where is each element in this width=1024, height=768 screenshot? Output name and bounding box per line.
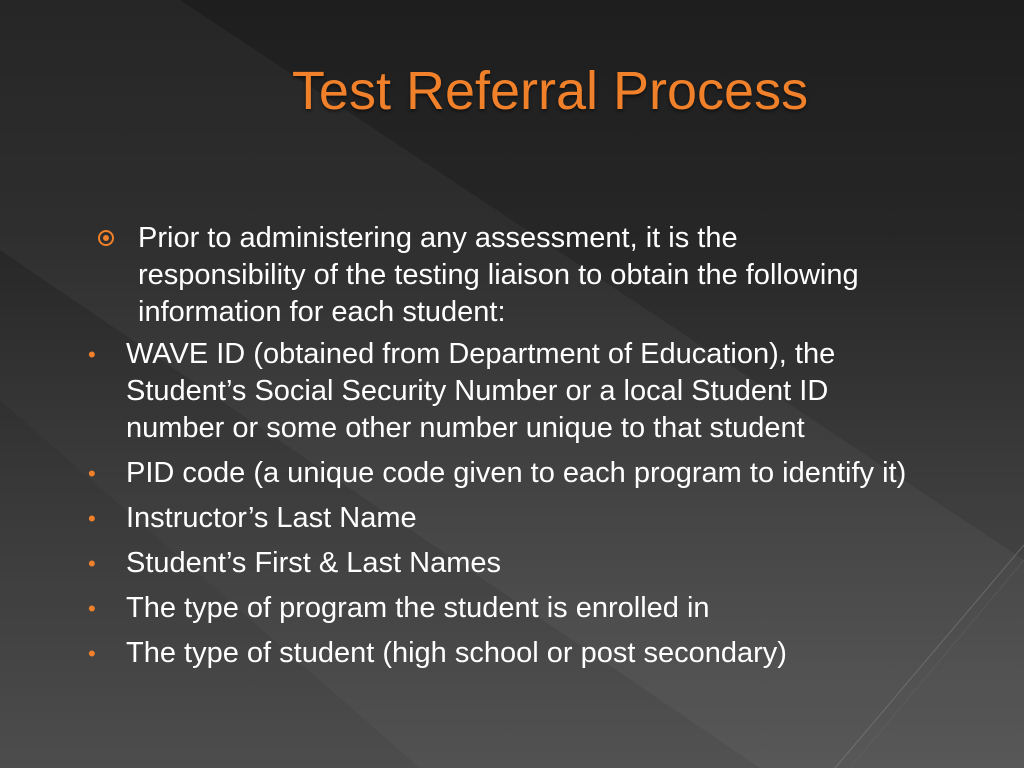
bullet-icon: • <box>88 596 96 621</box>
intro-text: Prior to administering any assessment, it is the responsibility of the testing liaison to obtain the following information for each student: <box>138 222 859 328</box>
intro-paragraph <box>98 220 898 331</box>
bullet-icon: • <box>88 551 96 576</box>
slide-title: Test Referral Process <box>291 61 809 121</box>
bullet-icon: • <box>88 506 96 531</box>
bullet-icon: • <box>88 641 96 666</box>
list-item <box>84 590 914 627</box>
list-item-text: The type of program the student is enrolled in <box>126 592 710 624</box>
list-item <box>84 336 914 447</box>
bullet-icon: • <box>88 342 96 367</box>
list-item <box>84 545 914 582</box>
list-item <box>84 635 914 672</box>
bullet-icon: • <box>88 461 96 486</box>
circle-bullet-icon <box>98 230 114 246</box>
list-item-text: WAVE ID (obtained from Department of Education), the Student’s Social Security Number or a local Student ID number or some other number unique to that student <box>126 338 836 444</box>
list-item-text: Student’s First & Last Names <box>126 547 502 579</box>
list-item-text: The type of student (high school or post secondary) <box>126 637 787 669</box>
info-list <box>84 336 914 680</box>
list-item-text: PID code (a unique code given to each program to identify it) <box>126 457 907 489</box>
list-item-text: Instructor’s Last Name <box>126 502 417 534</box>
list-item <box>84 500 914 537</box>
list-item <box>84 455 914 492</box>
